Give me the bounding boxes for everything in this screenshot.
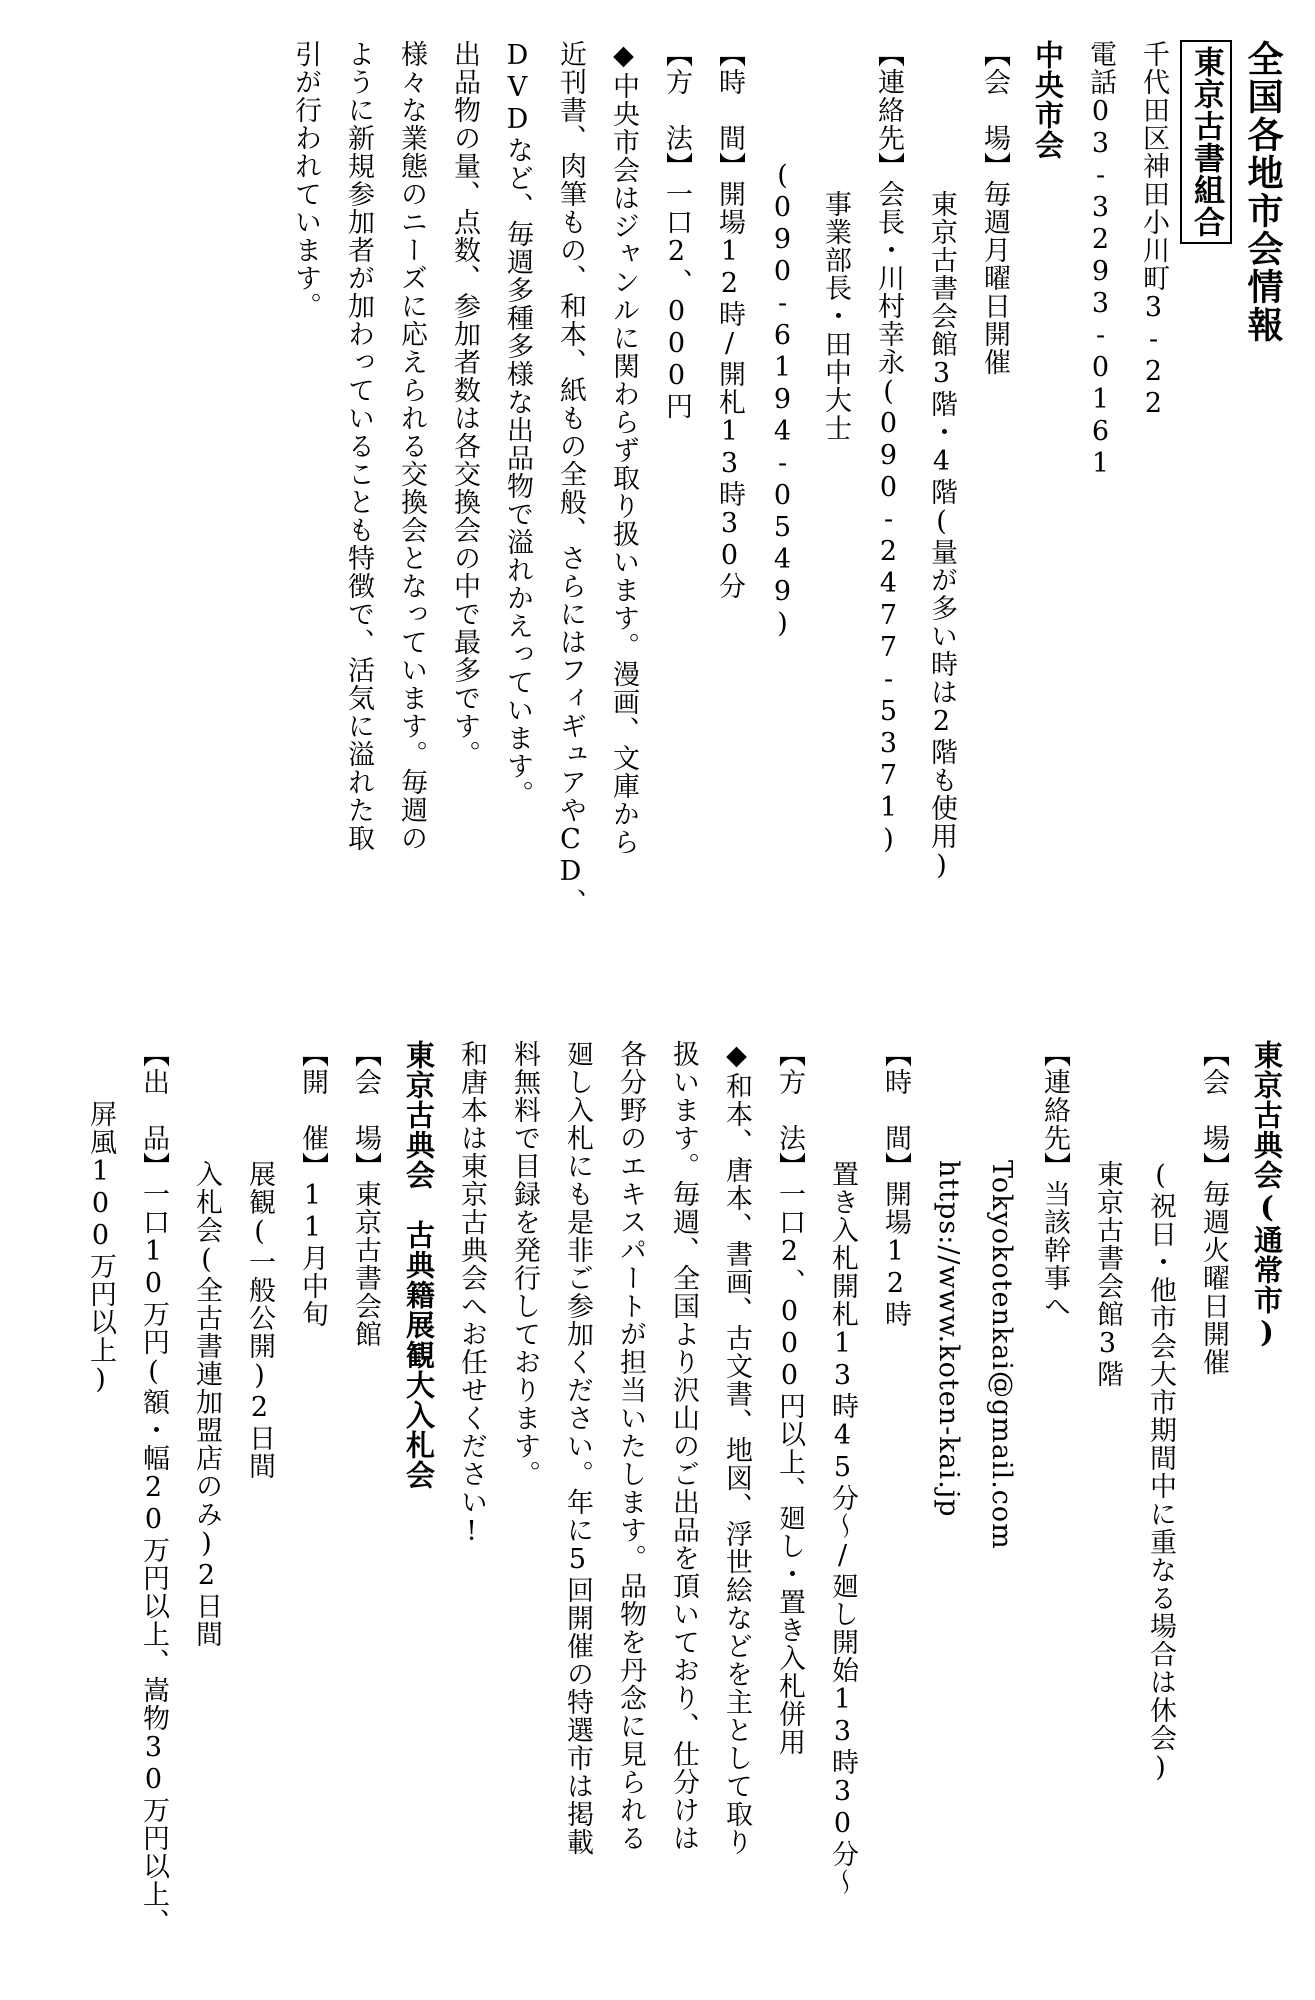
koten-desc-line: 扱います。毎週、全国より沢山のご出品を頂いており、仕分けは: [668, 1040, 699, 1852]
chuo-desc-line: 出品物の量、点数、参加者数は各交換会の中で最多です。: [449, 40, 480, 768]
chuo-time: 開場12時/開札13時30分: [714, 180, 745, 600]
chuo-desc-line: ように新規参加者が加わっていることも特徴で、活気に溢れた取: [343, 40, 374, 852]
chuo-method-label: 【方 法】: [661, 40, 692, 180]
taikai-item-2: 屏風100万円以上): [85, 1100, 116, 1396]
koten-time-label: 【時 間】: [880, 1040, 911, 1180]
chuo-desc-line: 近刊書、肉筆もの、和本、紙もの全般、さらにはフィギュアやCD、: [555, 40, 586, 916]
koten-time-1: 開場12時: [880, 1180, 911, 1328]
koten-venue-row: [1187, 1040, 1240, 1980]
koten-email: Tokyokotenkai@gmail.com: [986, 1160, 1017, 1550]
org-name: 東京古書組合: [1180, 40, 1232, 244]
chuo-desc-line: 引が行われています。: [290, 40, 321, 320]
chuo-desc-line: ◆中央市会はジャンルに関わらず取り扱います。漫画、文庫から: [608, 40, 639, 856]
koten-desc-line: 和唐本は東京古典会へお任せください!: [456, 1040, 487, 1548]
chuo-desc-line: 様々な業態のニーズに応えられる交換会となっています。毎週の: [396, 40, 427, 852]
chuo-method: 一口2、000円: [661, 180, 692, 420]
koten-venue-day: 毎週火曜日開催: [1198, 1180, 1229, 1376]
taikai-item-row: [127, 1040, 180, 1980]
taikai-exhibit: 展観(一般公開)2日間: [244, 1160, 275, 1480]
org-address: 千代田区神田小川町3-22: [1138, 40, 1169, 420]
koten-desc-line: 料無料で目録を発行しております。: [509, 1040, 540, 1488]
koten-method-row: [763, 1040, 816, 1980]
taikai-heading: 東京古典会 古典籍展観大入札会: [402, 1040, 436, 1490]
koten-desc-line: 廻し入札にも是非ご参加ください。年に5回開催の特選市は掲載: [562, 1040, 593, 1856]
taikai-item-1: 一口10万円(額・幅20万円以上、嵩物30万円以上、: [138, 1180, 169, 1936]
taikai-auction: 入札会(全古書連加盟店のみ)2日間: [191, 1160, 222, 1648]
org-block: [1180, 40, 1233, 980]
taikai-date: 11月中旬: [297, 1180, 328, 1328]
koten-contact-label: 【連絡先】: [1039, 1040, 1070, 1180]
chuo-venue-day: 毎週月曜日開催: [979, 180, 1010, 376]
chuo-contact-label: 【連絡先】: [873, 40, 904, 180]
upper-section: [279, 40, 1293, 980]
taikai-date-label: 【開 催】: [297, 1040, 328, 1180]
chuo-venue-row: [968, 40, 1021, 980]
chuo-desc-line: DVDなど、毎週多種多様な出品物で溢れかえっています。: [502, 40, 533, 808]
koten-time-row: [869, 1040, 922, 1980]
chuo-contact-1: 会長・川村幸永(090-2477-5371): [873, 180, 904, 856]
koten-contact-row: [1028, 1040, 1081, 1980]
koten-desc-line: ◆和本、唐本、書画、古文書、地図、浮世絵などを主として取り: [721, 1040, 752, 1856]
taikai-item-label: 【出 品】: [138, 1040, 169, 1180]
page-title: 全国各地市会情報: [1242, 40, 1284, 344]
chuo-heading: 中央市会: [1031, 40, 1065, 160]
chuo-method-row: [650, 40, 703, 980]
taikai-venue: 東京古書会館: [350, 1180, 381, 1348]
chuo-venue-place: 東京古書会館3階・4階(量が多い時は2階も使用): [926, 190, 957, 882]
chuo-contact-2: 事業部長・田中大士: [820, 190, 851, 442]
chuo-venue-label: 【会 場】: [979, 40, 1010, 180]
koten-venue-label: 【会 場】: [1198, 1040, 1229, 1180]
chuo-contact-3: (090-6194-0549): [767, 160, 798, 640]
taikai-date-row: [286, 1040, 339, 1980]
chuo-time-label: 【時 間】: [714, 40, 745, 180]
koten-venue-place: 東京古書会館3階: [1092, 1160, 1123, 1388]
taikai-venue-row: [339, 1040, 392, 1980]
lower-section: [74, 1040, 1293, 1980]
koten-heading: 東京古典会(通常市): [1250, 1040, 1284, 1350]
chuo-contact-row: [862, 40, 915, 980]
koten-venue-note: (祝日・他市会大市期間中に重なる場合は休会): [1145, 1160, 1176, 1784]
koten-method-label: 【方 法】: [774, 1040, 805, 1180]
koten-desc-line: 各分野のエキスパートが担当いたします。品物を丹念に見られる: [615, 1040, 646, 1852]
koten-time-2: 置き入札開札13時45分～/廻し開始13時30分～: [827, 1160, 858, 1896]
koten-contact: 当該幹事へ: [1039, 1180, 1070, 1320]
taikai-venue-label: 【会 場】: [350, 1040, 381, 1180]
koten-method: 一口2、000円以上、廻し・置き入札併用: [774, 1180, 805, 1756]
chuo-time-row: [703, 40, 756, 980]
koten-url: https://www.koten-kai.jp: [933, 1160, 964, 1518]
org-phone: 電話03-3293-0161: [1085, 40, 1116, 480]
